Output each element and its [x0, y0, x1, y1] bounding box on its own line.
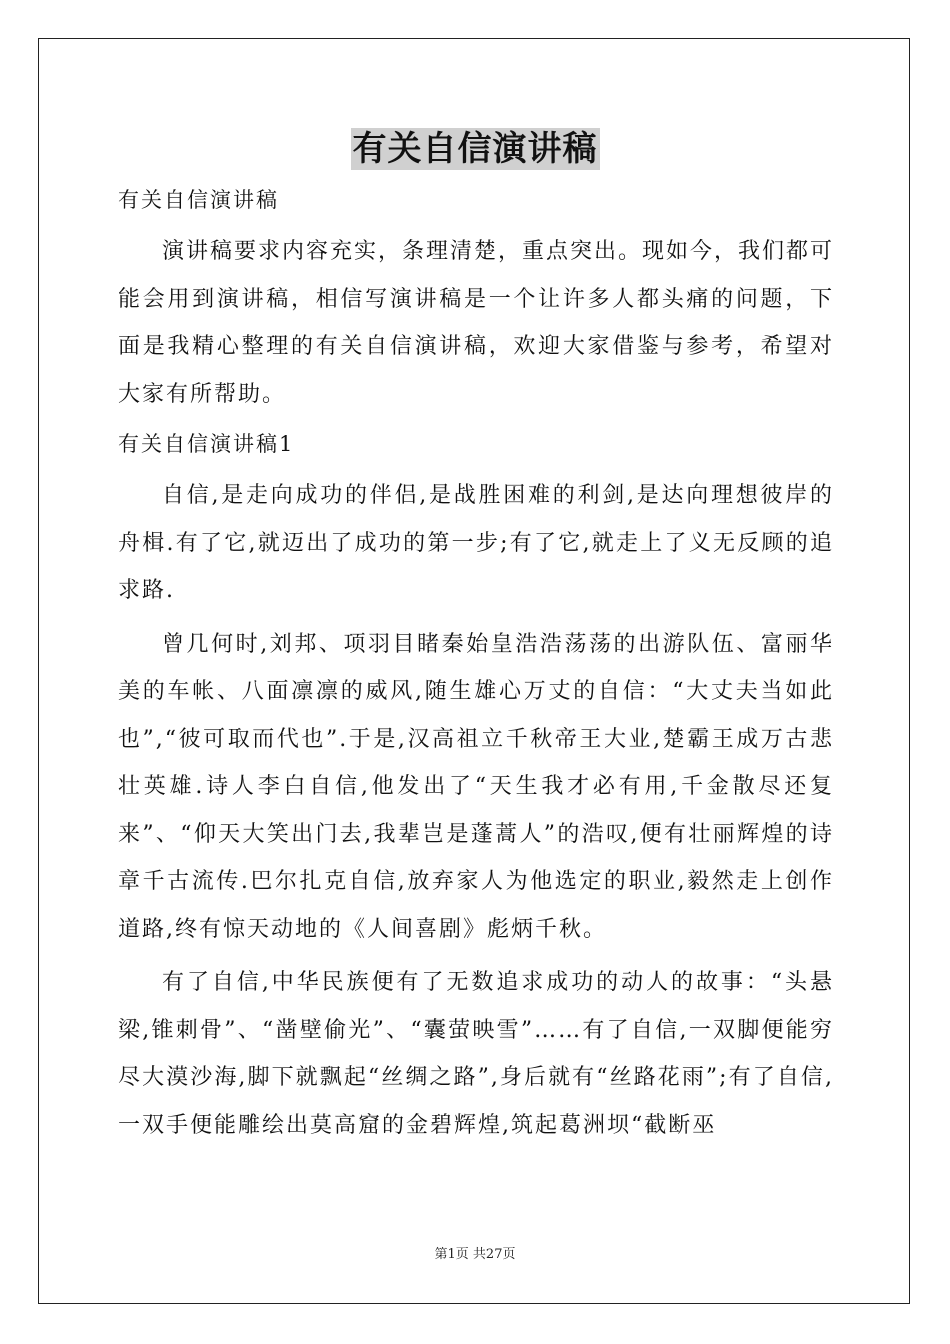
- subheading: 有关自信演讲稿: [118, 188, 279, 212]
- body-paragraph: 自信,是走向成功的伴侣,是战胜困难的利剑,是达向理想彼岸的舟楫.有了它,就迈出了成功的第一步;有了它,就走上了义无反顾的追求路.: [118, 483, 834, 603]
- body-paragraph: 曾几何时,刘邦、项羽目睹秦始皇浩浩荡荡的出游队伍、富丽华美的车帐、八面凛凛的威风,随生雄心万丈的自信：“大丈夫当如此也”,“彼可取而代也”.于是,汉高祖立千秋帝王大业,楚霸王成万古悲壮英雄.诗人李白自信,他发出了“天生我才必有用,千金散尽还复来”、“仰天大笑出门去,我辈岂是蓬蒿人”的浩叹,便有壮丽辉煌的诗章千古流传.巴尔扎克自信,放弃家人为他选定的职业,毅然走上创作道路,终有惊天动地的《人间喜剧》彪炳千秋。: [118, 631, 834, 942]
- document-title: 有关自信演讲稿: [352, 129, 598, 169]
- title-container: [0, 128, 950, 170]
- body-paragraph: 有了自信,中华民族便有了无数追求成功的动人的故事：“头悬梁,锥刺骨”、“凿壁偷光”、“囊萤映雪”……有了自信,一双脚便能穷尽大漠沙海,脚下就飘起“丝绸之路”,身后就有“丝路花雨”;有了自信,一双手便能雕绘出莫高窟的金碧辉煌,筑起葛洲坝“截断巫: [118, 970, 834, 1138]
- speech-heading: 有关自信演讲稿1: [118, 432, 295, 456]
- page-number: 第1页 共27页: [434, 1247, 516, 1262]
- intro-paragraph: 演讲稿要求内容充实，条理清楚，重点突出。现如今，我们都可能会用到演讲稿，相信写演讲稿是一个让许多人都头痛的问题，下面是我精心整理的有关自信演讲稿，欢迎大家借鉴与参考，希望对大家有所帮助。: [118, 239, 835, 407]
- document-body: [118, 180, 834, 1155]
